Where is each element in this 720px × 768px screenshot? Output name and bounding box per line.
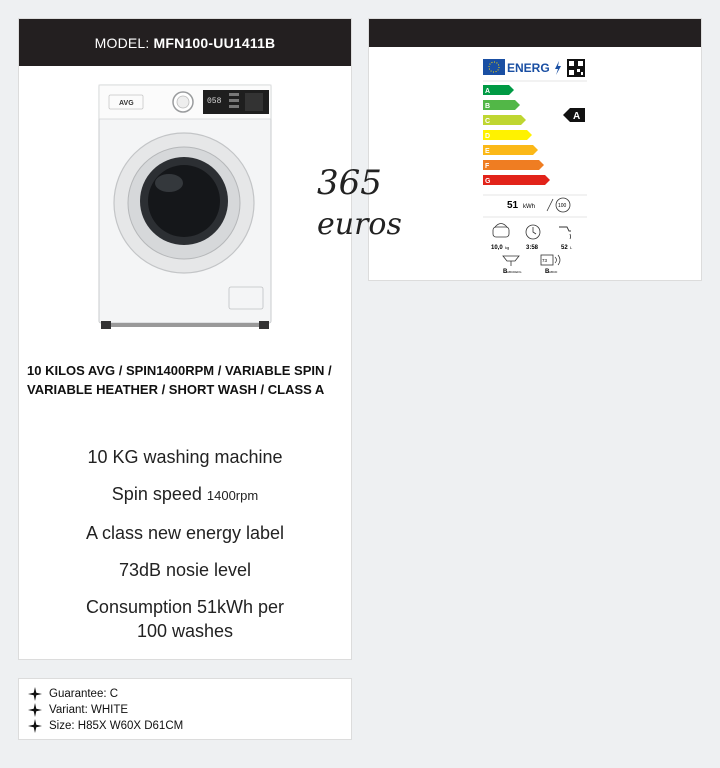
specs-list bbox=[18, 678, 352, 740]
spec-guarantee: Guarantee: C bbox=[49, 688, 119, 700]
feature-spin-value: 1400rpm bbox=[206, 488, 259, 503]
spec-size: Size: H85X W60X D61CM bbox=[49, 720, 184, 732]
product-card bbox=[18, 18, 352, 660]
qr-code-icon bbox=[567, 59, 585, 77]
spec-variant: Variant: WHITE bbox=[49, 704, 129, 716]
energy-class-letter: A bbox=[573, 111, 581, 122]
energy-scale-bar-d bbox=[483, 130, 532, 140]
energy-scale-bar-e bbox=[483, 145, 538, 155]
energy-scale-letter-b: B bbox=[485, 103, 491, 110]
capacity-unit: kg bbox=[505, 245, 510, 250]
energy-label-card bbox=[368, 18, 702, 281]
spec-row-variant bbox=[28, 702, 351, 718]
sparkle-icon bbox=[28, 687, 42, 701]
model-value: MFN100-UU1411B bbox=[153, 34, 276, 51]
feature-noise: 73dB nosie level bbox=[118, 560, 252, 580]
energy-scale-letter-c: C bbox=[485, 118, 491, 125]
kwh-value: 51 bbox=[507, 200, 519, 211]
water-value: 52 bbox=[561, 245, 568, 251]
energy-label-image[interactable] bbox=[481, 57, 589, 275]
feature-capacity: 10 KG washing machine bbox=[87, 447, 283, 467]
energy-label-header-bar bbox=[369, 19, 701, 47]
feature-consumption: Consumption 51kWh per 100 washes bbox=[85, 597, 285, 641]
kwh-unit: kWh bbox=[523, 204, 535, 210]
energy-scale-letter-d: D bbox=[485, 133, 491, 140]
per-cycles: 100 bbox=[558, 203, 567, 209]
capacity-value: 10,0 bbox=[491, 245, 503, 251]
handwritten-price: 365 bbox=[317, 163, 382, 203]
noise-class-scale: ABCD bbox=[549, 270, 558, 274]
display-digits: 058 bbox=[207, 97, 222, 106]
duration-value: 3:58 bbox=[526, 245, 539, 251]
feature-spin-label: Spin speed bbox=[111, 484, 202, 504]
water-unit: L bbox=[570, 245, 573, 250]
washing-machine-image[interactable] bbox=[95, 83, 285, 335]
brand-logo: AVG bbox=[119, 100, 134, 107]
feature-energy: A class new energy label bbox=[85, 523, 285, 543]
energy-scale-bar-g bbox=[483, 175, 550, 185]
energy-label-title: ENERG bbox=[507, 61, 550, 75]
spec-row-guarantee bbox=[28, 686, 351, 702]
noise-class: B bbox=[545, 269, 550, 275]
handwritten-price-note bbox=[315, 162, 405, 246]
spec-row-size bbox=[28, 718, 351, 734]
noise-value: 73 bbox=[542, 258, 548, 263]
feature-spin bbox=[19, 482, 351, 508]
model-prefix: MODEL: bbox=[94, 34, 150, 51]
sparkle-icon bbox=[28, 703, 42, 717]
handwritten-currency: euros bbox=[317, 207, 402, 242]
energy-scale-letter-e: E bbox=[485, 148, 490, 155]
product-title: 10 KILOS AVG / SPIN1400RPM / VARIABLE SPIN / VARIABLE HEATHER / SHORT WASH / CLASS A bbox=[27, 363, 332, 397]
spin-class: B bbox=[503, 269, 508, 275]
spin-class-scale: ABCDEFG bbox=[507, 270, 522, 274]
model-header bbox=[19, 19, 351, 66]
energy-scale-letter-f: F bbox=[485, 163, 490, 170]
energy-scale-letter-g: G bbox=[485, 178, 491, 185]
feature-list bbox=[19, 445, 351, 656]
energy-scale-letter-a: A bbox=[485, 88, 491, 95]
sparkle-icon bbox=[28, 719, 42, 733]
energy-scale-bar-f bbox=[483, 160, 544, 170]
eu-flag-icon bbox=[483, 59, 505, 75]
